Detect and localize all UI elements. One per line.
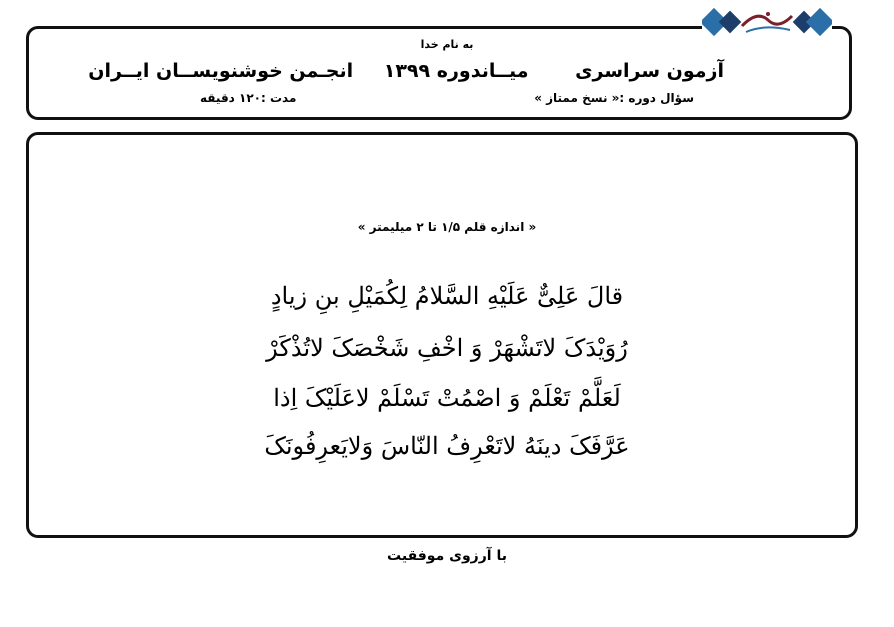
verse-line-2: رُوَیْدَکَ لاتَشْهَرْ وَ اخْفِ شَخْصَکَ لاتُذْکَرْ [266,334,628,362]
exam-term: میــاندوره [436,60,529,82]
pen-size-note: « اندازه قلم ۱/۵ تا ۲ میلیمتر » [357,220,537,234]
exam-year: ۱۳۹۹ [383,60,431,82]
question-label: سؤال دوره :« نسخ ممتاز » [534,91,694,105]
exam-name: آزمون سراسری [575,60,724,82]
verse-line-1: قالَ عَلِیٌّ عَلَیْهِ السَّلامُ لِکُمَیْلِ بنِ زیادٍ [270,282,624,310]
anjoman-logo-icon [702,6,832,40]
exam-title [88,60,724,82]
verse-line-3: لَعَلَّمْ تَعْلَمْ وَ اصْمُتْ تَسْلَمْ لاعَلَیْکَ اِذا [273,384,621,412]
verse-line-4: عَرَّفَکَ دینَهُ لاتَعْرِفُ النّاسَ وَلایَعرِفُونَکَ [264,432,630,460]
closing-message: با آرزوی موفقیت [387,548,507,564]
exam-duration: مدت :۱۲۰ دقیقه [200,91,297,105]
bismillah-heading: به نام خدا [420,38,474,51]
organization-name: انجـمن خوشنویســان ایــران [88,60,354,82]
